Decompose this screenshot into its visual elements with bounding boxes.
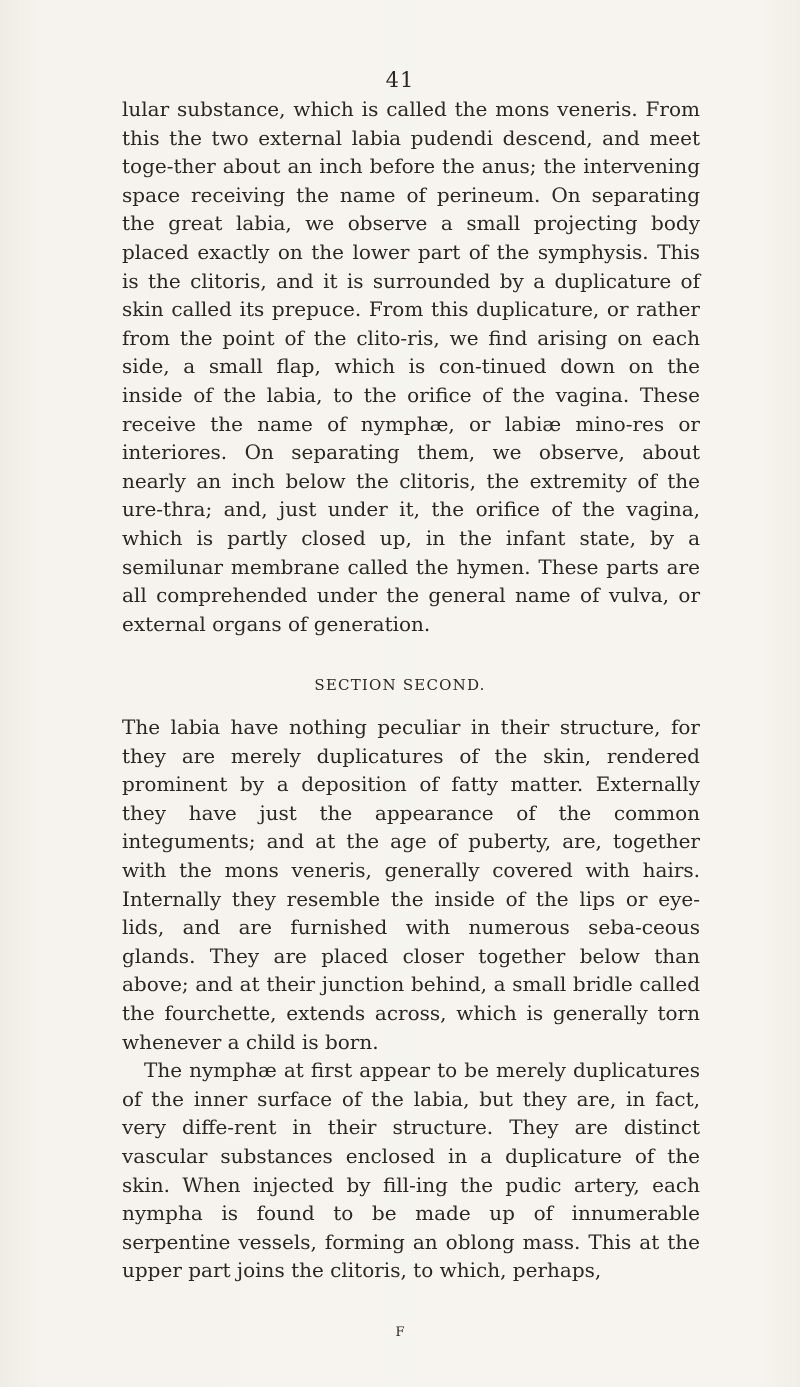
section-heading: SECTION SECOND. [314, 676, 486, 694]
paragraph: The labia have nothing peculiar in their structure, for they are merely duplicatures of the skin, rendered prominent by a deposition of fatty matter. Externally they have just the appearance of the common integuments; and at the age of puberty, are, together with the mons veneris, generally covered with hairs. Internally they resemble the inside of the lips or eye-lids, and are furnished with numerous seba-ceous glands. They are placed closer together below than above; and at their junction behind, a small bridle called the fourchette, extends across, which is generally torn whenever a child is born. [122, 715, 700, 1054]
paragraph: The nymphæ at first appear to be merely duplicatures of the inner surface of the labia, but they are, in fact, very diffe-rent in their structure. They are distinct vascular substances enclosed in a duplicature of the skin. When injected by fill-ing the pudic artery, each nympha is found to be made up of innumerable serpentine vessels, forming an oblong mass. This at the upper part joins the clitoris, to which, perhaps, [122, 1058, 700, 1283]
signature-mark: F [395, 1325, 405, 1340]
paragraph: lular substance, which is called the mons veneris. From this the two external labia pudendi descend, and meet toge-ther about an inch before the anus; the intervening space receiving the name of perineum. On separating the great labia, we observe a small projecting body placed exactly on the lower part of the symphysis. This is the clitoris, and it is surrounded by a duplicature of skin called its prepuce. From this duplicature, or rather from the point of the clito-ris, we find arising on each side, a small flap, which is con-tinued down on the inside of the labia, to the orifice of the vagina. These receive the name of nymphæ, or labiæ mino-res or interiores. On separating them, we observe, about nearly an inch below the clitoris, the extremity of the ure-thra; and, just under it, the orifice of the vagina, which is partly closed up, in the infant state, by a semilunar membrane called the hymen. These parts are all comprehended under the general name of vulva, or external organs of generation. [122, 97, 700, 636]
body-text-section-two [122, 713, 700, 1285]
body-text-top [122, 95, 700, 638]
page-number: 41 [385, 68, 415, 92]
